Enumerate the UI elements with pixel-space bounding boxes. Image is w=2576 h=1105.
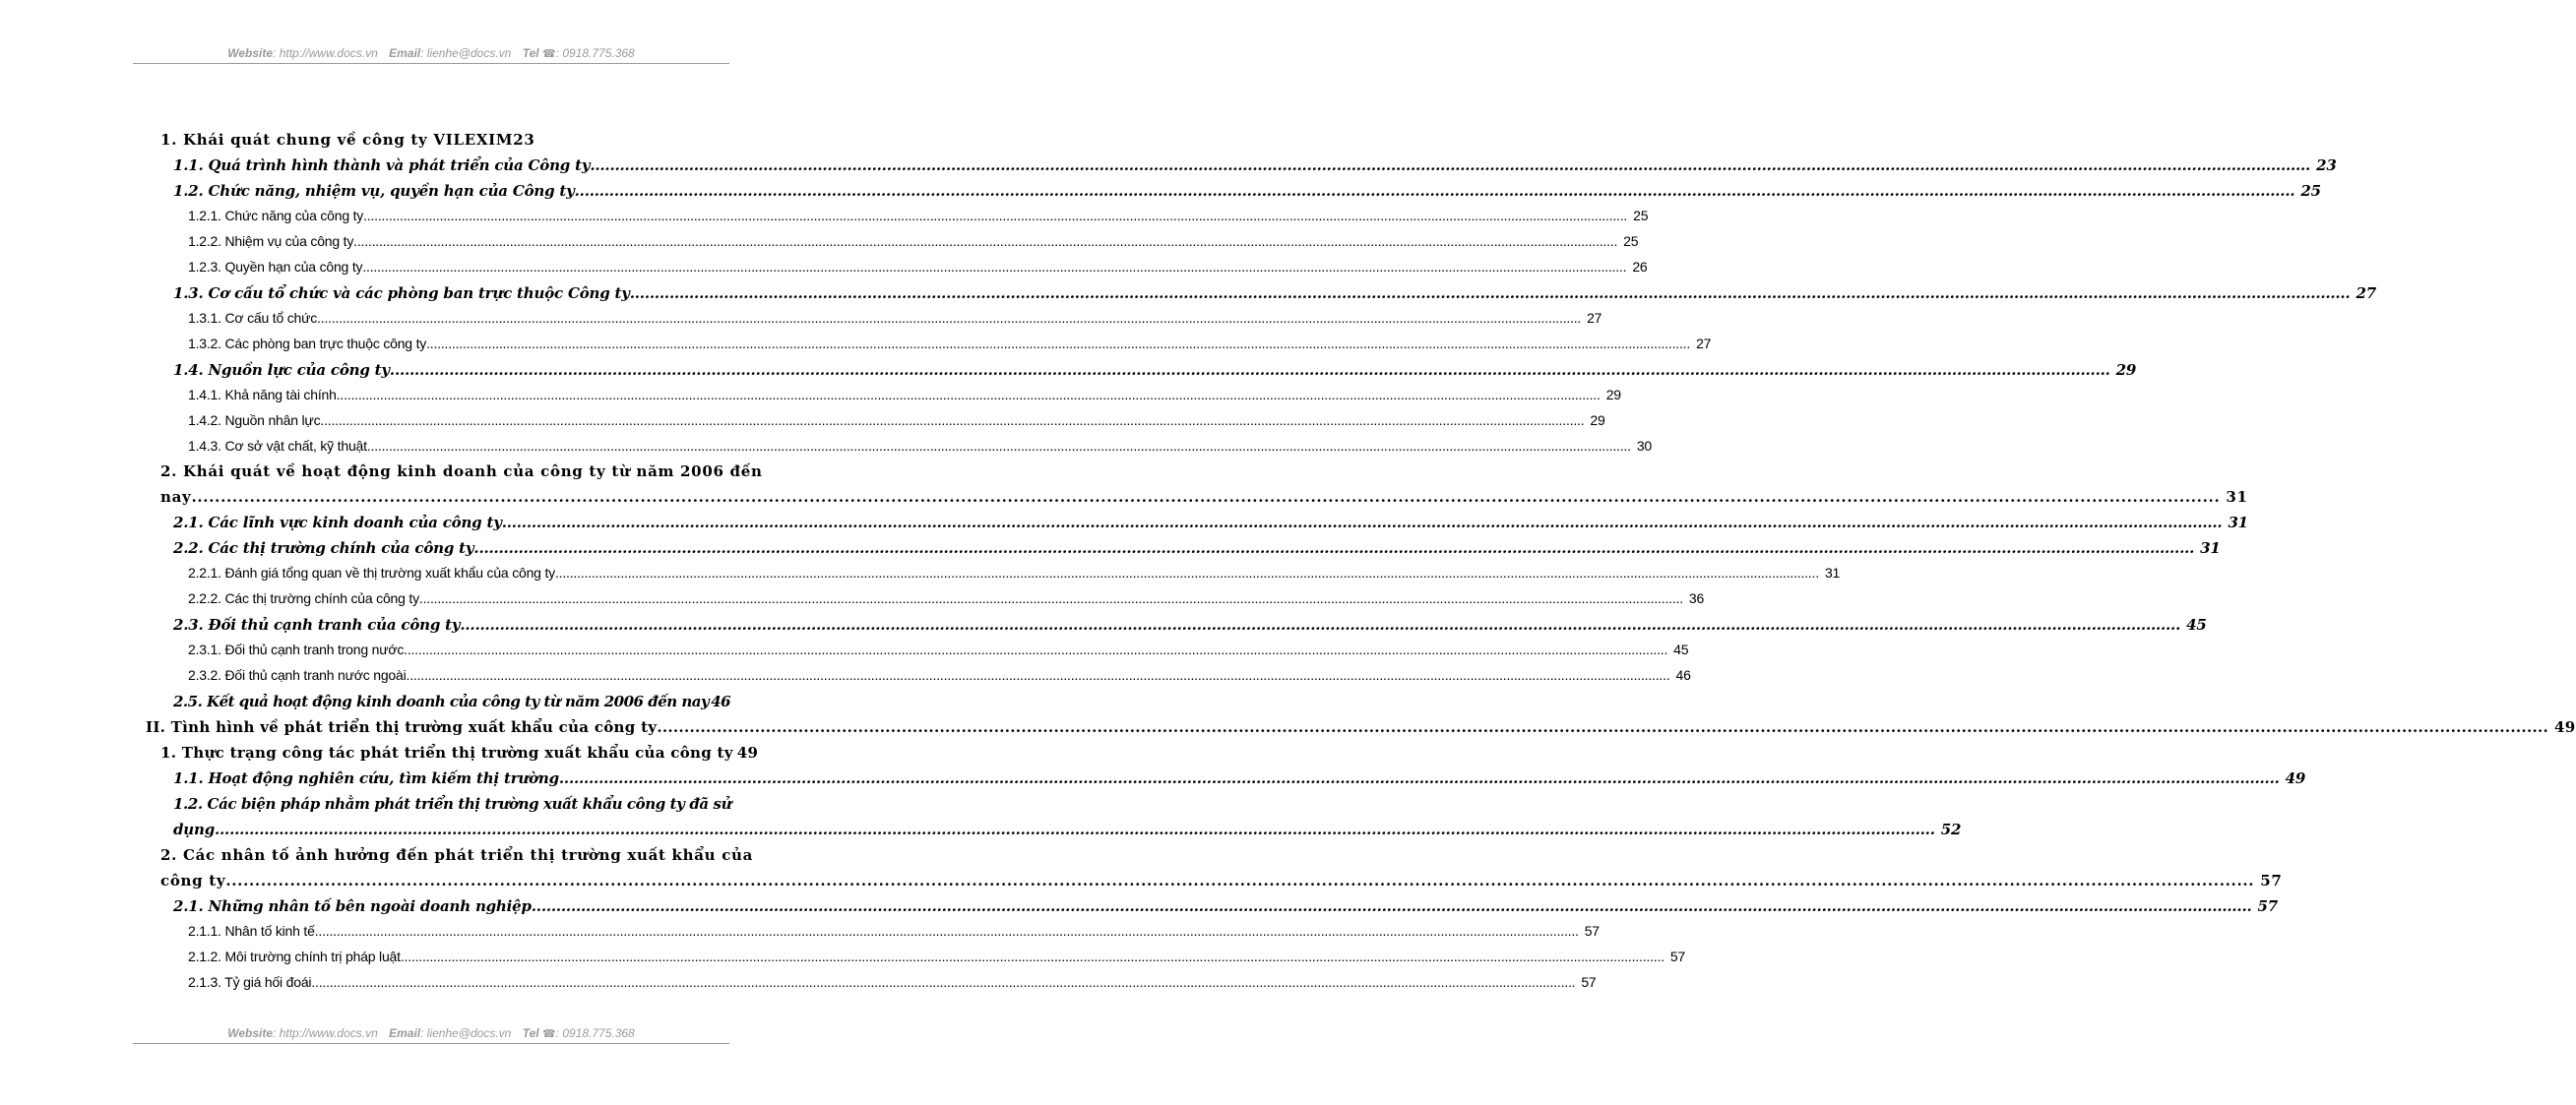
toc-entry-text: 1.2. Các biện pháp nhằm phát triển thị trường xuất khẩu công ty đã sử	[173, 795, 732, 813]
toc-entry-page: 29	[1605, 387, 1621, 402]
email-value: : lienhe@docs.vn	[420, 46, 512, 60]
toc-entry-text: 2.3.2. Đối thủ cạnh tranh nước ngoài	[188, 667, 407, 683]
toc-entry	[188, 590, 1705, 606]
toc-entry	[188, 233, 1639, 249]
toc-entry-page: 49	[2285, 769, 2306, 787]
toc-entry-page: 31	[2228, 514, 2248, 531]
toc-entry-text: 2. Khái quát về hoạt động kinh doanh của công ty từ năm 2006 đến	[160, 462, 763, 480]
toc-entry-text: II. Tình hình về phát triển thị trường xuất khẩu của công ty	[146, 718, 658, 736]
toc-entry-page: 25	[2300, 182, 2321, 200]
toc-entry-page: 57	[1581, 974, 1597, 990]
toc-entry-text: 2.1.2. Môi trường chính trị pháp luật	[188, 949, 401, 964]
toc-entry-page: 23	[2316, 156, 2337, 174]
toc-entry-text: 2.1.3. Tỷ giá hối đoái	[188, 974, 312, 990]
toc-entry-page: 26	[1632, 259, 1648, 275]
toc-entry	[173, 539, 2221, 557]
toc-entry	[173, 821, 1962, 838]
toc-entry-text-continued: nay	[160, 488, 192, 506]
toc-entry	[188, 667, 1691, 683]
toc-entry-page: 30	[1636, 438, 1652, 454]
toc-entry-text: 2.3.1. Đối thủ cạnh tranh trong nước	[188, 642, 405, 657]
toc-entry-text-continued: dụng	[173, 821, 215, 838]
toc-entry-text: 2.1. Những nhân tố bên ngoài doanh nghiệp	[173, 897, 532, 915]
toc-entry-page: 46	[1675, 667, 1691, 683]
toc-entry-text: 1.4. Nguồn lực của công ty	[173, 361, 390, 379]
tel-value: : 0918.775.368	[555, 1026, 635, 1040]
toc-entry-text: 1.4.2. Nguồn nhân lực	[188, 412, 321, 428]
toc-entry-page: 57	[2260, 872, 2283, 890]
toc-entry	[173, 156, 2337, 174]
toc-entry-page: 31	[1824, 565, 1841, 581]
toc-entry-text: 2.2. Các thị trường chính của công ty	[173, 539, 474, 557]
tel-value: : 0918.775.368	[555, 46, 635, 60]
toc-entry-page: 57	[1584, 923, 1600, 939]
tel-label: Tel	[522, 46, 539, 60]
website-label: Website	[227, 46, 274, 60]
toc-entry-page: 45	[2186, 616, 2207, 634]
toc-entry	[173, 284, 2376, 302]
website-value: : http://www.docs.vn	[273, 46, 378, 60]
toc-entry-page: 29	[2115, 361, 2137, 379]
toc-entry-text: 1.2.1. Chức năng của công ty	[188, 208, 364, 223]
toc-entry-text: 2.5. Kết quả hoạt động kinh doanh của công ty từ năm 2006 đến nay	[173, 693, 710, 710]
toc-entry-page: 27	[1587, 310, 1602, 326]
toc-entry-text: 1. Khái quát chung về công ty VILEXIM	[160, 131, 514, 149]
toc-entry	[160, 131, 726, 149]
email-label: Email	[389, 1026, 421, 1040]
toc-entry	[173, 693, 731, 710]
toc-entry-text: 2.1. Các lĩnh vực kinh doanh của công ty	[173, 514, 502, 531]
toc-entry-page: 57	[1669, 949, 1686, 964]
telephone-icon: ☎	[541, 1028, 556, 1040]
page-footer	[133, 1026, 729, 1044]
toc-entry	[173, 182, 2321, 200]
toc-entry-text: 2.2.1. Đánh giá tổng quan về thị trường xuất khẩu của công ty	[188, 565, 555, 581]
toc-entry-page: 23	[513, 131, 535, 149]
toc-entry-text: 1.2.2. Nhiệm vụ của công ty	[188, 233, 354, 249]
toc-entry	[146, 718, 2576, 736]
toc-entry	[188, 923, 1600, 939]
toc-entry	[160, 744, 759, 762]
website-value: : http://www.docs.vn	[273, 1026, 378, 1040]
toc-entry	[160, 488, 2248, 506]
toc-entry	[188, 642, 1689, 657]
toc-entry-page: 31	[2226, 488, 2248, 506]
toc-entry-page: 52	[1940, 821, 1962, 838]
toc-entry-page: 46	[711, 693, 731, 710]
toc-entry	[173, 769, 2306, 787]
toc-entry	[188, 949, 1686, 964]
toc-entry	[188, 565, 1841, 581]
toc-entry-text: 2. Các nhân tố ảnh hưởng đến phát triển thị trường xuất khẩu của	[160, 846, 754, 864]
toc-entry-page: 27	[2356, 284, 2376, 302]
toc-entry-page: 29	[1590, 412, 1605, 428]
toc-entry-page: 45	[1673, 642, 1689, 657]
toc-entry-text: 1.3. Cơ cấu tổ chức và các phòng ban trực thuộc Công ty	[173, 284, 630, 302]
toc-entry	[173, 897, 2278, 915]
toc-entry-page: 36	[1688, 590, 1705, 606]
toc-entry-text: 1. Thực trạng công tác phát triển thị trường xuất khẩu của công ty	[160, 744, 733, 762]
toc-entry-text: 1.2.3. Quyền hạn của công ty	[188, 259, 363, 275]
toc-entry-text: 1.4.1. Khả năng tài chính	[188, 387, 337, 402]
toc-entry-text: 1.4.3. Cơ sở vật chất, kỹ thuật	[188, 438, 367, 454]
toc-entry-text: 1.1. Hoạt động nghiên cứu, tìm kiếm thị trường	[173, 769, 559, 787]
toc-entry	[188, 387, 1621, 402]
telephone-icon: ☎	[541, 48, 556, 60]
page-header	[133, 46, 729, 64]
toc-entry	[188, 310, 1602, 326]
toc-entry	[188, 208, 1649, 223]
toc-entry-text: 1.2. Chức năng, nhiệm vụ, quyền hạn của Công ty	[173, 182, 575, 200]
toc-entry-text: 2.1.1. Nhân tố kinh tế	[188, 923, 315, 939]
toc-entry-page: 57	[2257, 897, 2278, 915]
toc-entry-text: 1.1. Quá trình hình thành và phát triển của Công ty	[173, 156, 591, 174]
toc-entry	[173, 361, 2137, 379]
toc-entry	[188, 438, 1652, 454]
toc-entry	[173, 514, 2248, 531]
email-label: Email	[389, 46, 421, 60]
email-value: : lienhe@docs.vn	[420, 1026, 512, 1040]
website-label: Website	[227, 1026, 274, 1040]
toc-entry	[188, 412, 1605, 428]
toc-entry-text-continued: công ty	[160, 872, 226, 890]
toc-entry-text: 1.3.2. Các phòng ban trực thuộc công ty	[188, 336, 427, 351]
toc-entry-text: 1.3.1. Cơ cấu tổ chức	[188, 310, 318, 326]
toc-entry-page: 25	[1623, 233, 1639, 249]
toc-entry-text: 2.3. Đối thủ cạnh tranh của công ty	[173, 616, 461, 634]
tel-label: Tel	[522, 1026, 539, 1040]
toc-entry-page: 49	[2554, 718, 2576, 736]
toc-entry-page: 25	[1633, 208, 1649, 223]
toc-entry	[188, 259, 1648, 275]
toc-entry	[188, 336, 1712, 351]
toc-entry	[188, 974, 1597, 990]
toc-entry-text: 2.2.2. Các thị trường chính của công ty	[188, 590, 419, 606]
toc-entry-page: 49	[736, 744, 759, 762]
toc-entry-page: 27	[1696, 336, 1712, 351]
toc-entry	[160, 872, 2283, 890]
toc-entry-page: 31	[2200, 539, 2221, 557]
toc-entry	[173, 616, 2207, 634]
